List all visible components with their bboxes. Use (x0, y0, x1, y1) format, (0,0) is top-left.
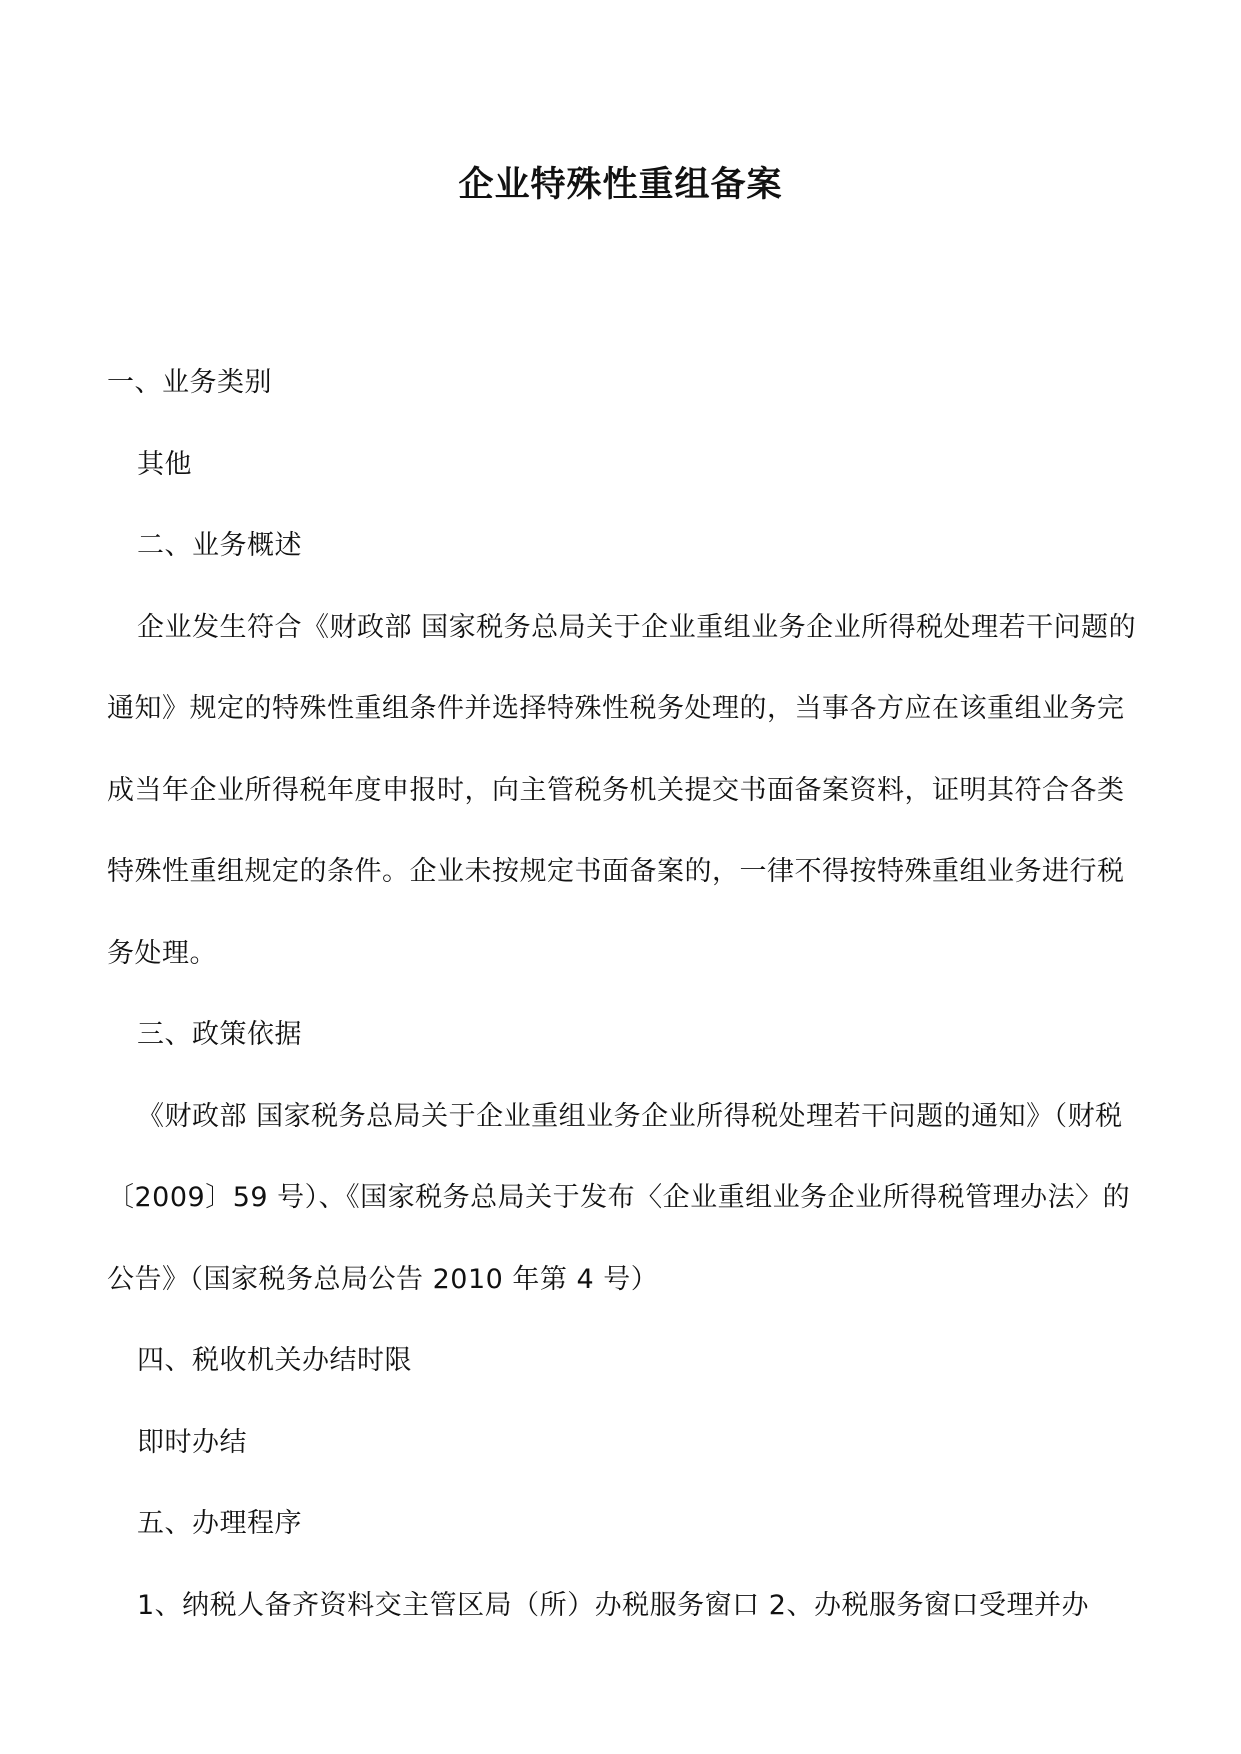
document-body (107, 342, 1137, 1646)
overview-paragraph: 企业发生符合《财政部 国家税务总局关于企业重组业务企业所得税处理若干问题的通知》规定的特殊性重组条件并选择特殊性税务处理的，当事各方应在该重组业务完成当年企业所得税年度申报时，向主管税务机关提交书面备案资料，证明其符合各类特殊性重组规定的条件。企业未按规定书面备案的，一律不得按特殊重组业务进行税务处理。 (107, 611, 1137, 969)
category-value: 其他 (137, 448, 192, 480)
section-heading-procedure: 五、办理程序 (137, 1508, 302, 1539)
section-heading-category: 一、业务类别 (107, 367, 272, 398)
section-heading-policy: 三、政策依据 (137, 1019, 302, 1050)
procedure-paragraph: 1、纳税人备齐资料交主管区局（所）办税服务窗口 2、办税服务窗口受理并办 (137, 1589, 1089, 1621)
section-heading-deadline: 四、税收机关办结时限 (137, 1345, 412, 1376)
policy-paragraph: 《财政部 国家税务总局关于企业重组业务企业所得税处理若干问题的通知》（财税〔2009〕59 号）、《国家税务总局关于发布〈企业重组业务企业所得税管理办法〉的公告》（国家税务总局公告 2010 年第 4 号） (107, 1100, 1131, 1295)
section-heading-overview: 二、业务概述 (137, 530, 302, 561)
deadline-value: 即时办结 (137, 1426, 247, 1458)
document-title: 企业特殊性重组备案 (458, 164, 783, 205)
